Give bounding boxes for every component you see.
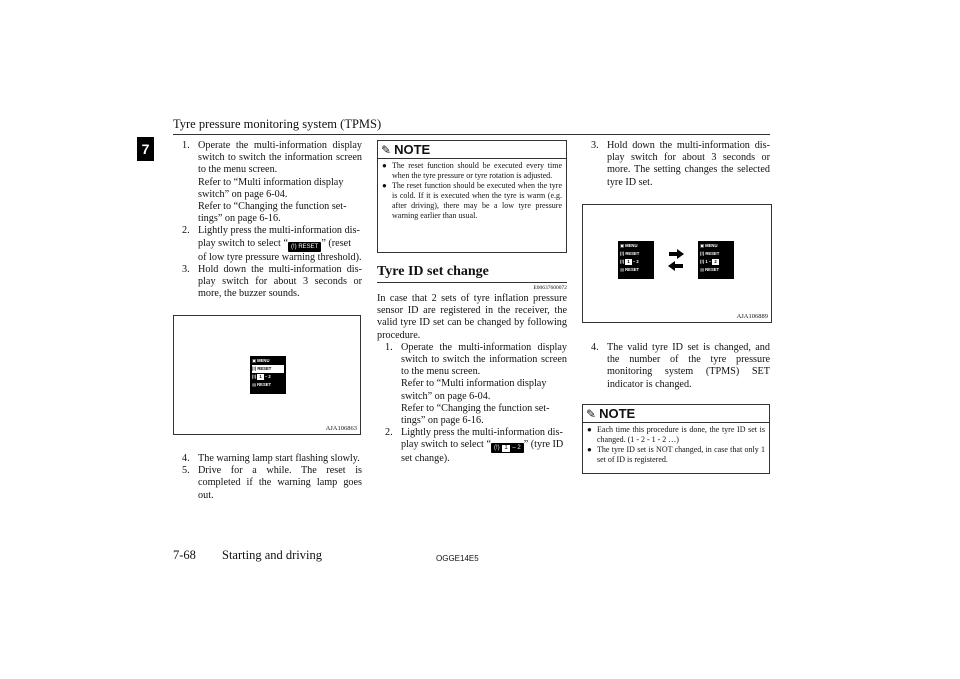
left-steps xyxy=(182,140,362,300)
figure-label: AJA106889 xyxy=(736,313,768,320)
menu-icon: ▣ xyxy=(620,243,624,248)
figure-reset-display xyxy=(173,315,361,435)
header-rule xyxy=(173,134,770,135)
step-number: 4. xyxy=(182,453,190,464)
step-text: Drive for a while. The reset is completed if the warning lamp goes out. xyxy=(198,465,362,501)
tyre-warning-icon: (!) xyxy=(252,374,257,379)
step-item xyxy=(182,225,362,263)
step-item xyxy=(182,453,362,465)
step-number: 3. xyxy=(182,263,190,275)
display-row-id-set: (!) 1 – 2 xyxy=(252,374,271,379)
step-text-post: ” (tyre ID set change). xyxy=(401,439,564,465)
menu-icon: ▣ xyxy=(700,243,704,248)
right-step3 xyxy=(591,140,770,189)
step-text-pre: Lightly press the multi-information dis- play switch to select “ xyxy=(401,427,563,451)
step-number: 1. xyxy=(385,341,393,353)
step-text-post: ” (reset of low tyre pressure warning threshold). xyxy=(198,237,362,263)
note-box-id-set xyxy=(582,404,770,474)
multi-info-display-after: ▣ MENU (!) RESET (!) 1 – 2 ▤ RESET xyxy=(698,241,734,279)
step-item xyxy=(385,342,567,427)
step-ref: Refer to “Multi information display switch” on page 6-04. xyxy=(198,176,344,200)
note-items xyxy=(378,159,566,224)
step-item xyxy=(182,264,362,301)
figure-label: AJA106863 xyxy=(325,425,357,432)
footer-section: Starting and driving xyxy=(222,548,322,562)
reset-item-symbol xyxy=(288,242,321,252)
note-item: ● Each time this procedure is done, the tyre ID set is changed. (1 - 2 - 1 - 2 …) xyxy=(587,425,765,444)
step-ref: Refer to “Changing the function set- tings” on page 6-16. xyxy=(401,402,550,427)
step-ref: Refer to “Changing the function set- tings” on page 6-16. xyxy=(198,201,347,225)
step-text: Hold down the multi-information dis- play switch for about 3 seconds or more, the buzzer sounds. xyxy=(198,263,362,300)
tyre-warning-icon: (!) xyxy=(620,259,625,264)
left-steps-after xyxy=(182,453,362,502)
figure-id-change-display xyxy=(582,204,772,323)
trip-icon: ▤ xyxy=(700,267,704,272)
step-ref: Refer to “Multi information display switch” on page 6-04. xyxy=(401,378,547,402)
tyre-warning-icon: (!) xyxy=(700,259,705,264)
menu-icon: ▣ xyxy=(252,358,256,363)
tyre-warning-icon: (!) xyxy=(290,243,297,250)
section-title: Tyre ID set change xyxy=(377,264,489,279)
right-step4 xyxy=(591,342,770,391)
tyre-warning-icon: (!) xyxy=(493,445,500,452)
tyre-warning-icon: (!) xyxy=(700,251,705,256)
note-item: ● The reset function should be executed when the tyre is cold. If it is executed when the tyre is warm (e.g. after driving), there may be a low tyre pressure warning earlier than usual. xyxy=(382,181,562,220)
section-rule xyxy=(377,282,567,283)
section-code: E00637600072 xyxy=(533,285,567,291)
multi-info-display xyxy=(250,356,286,394)
bullet-icon: ● xyxy=(382,161,387,170)
running-header: Tyre pressure monitoring system (TPMS) xyxy=(173,117,382,131)
pencil-icon: ✎ xyxy=(586,407,597,421)
step-number: 5. xyxy=(182,465,190,477)
step-number: 1. xyxy=(182,140,190,151)
step-item xyxy=(591,140,770,189)
pencil-icon: ✎ xyxy=(381,143,392,157)
step-text: Operate the multi-information display switch to switch the information screen to the menu screen. xyxy=(198,140,362,176)
tyre-warning-icon: (!) xyxy=(252,366,257,371)
note-heading: ✎ NOTE xyxy=(378,141,566,159)
step-item xyxy=(182,140,362,225)
step-item xyxy=(591,342,770,391)
id-set-item-symbol: (!) 1 – 2 xyxy=(491,443,524,453)
bullet-icon: ● xyxy=(587,445,592,455)
note-items xyxy=(583,423,769,469)
step-text: Hold down the multi-information dis- play switch for about 3 seconds or more. The setting changes the selected tyre ID set. xyxy=(607,140,770,188)
step-item xyxy=(385,427,567,465)
step-number: 3. xyxy=(591,140,599,151)
multi-info-display-before: ▣ MENU (!) RESET (!) 1 – 2 ▤ RESET xyxy=(618,241,654,279)
trip-icon: ▤ xyxy=(252,382,256,387)
chapter-tab: 7 xyxy=(137,137,154,161)
step-text-pre: Lightly press the multi-information dis- play switch to select “ xyxy=(198,225,360,249)
section-intro: In case that 2 sets of tyre inflation pressure sensor ID are registered in the receiver, the valid tyre ID set can be changed by following procedure. xyxy=(377,293,567,341)
step-number: 4. xyxy=(591,342,599,353)
note-box-reset xyxy=(377,140,567,253)
step-text: The valid tyre ID set is changed, and the number of the tyre pressure monitoring system (TPMS) SET indicator is changed. xyxy=(607,342,770,390)
note-item: ● The reset function should be executed every time when the tyre pressure or tyre rotation is adjusted. xyxy=(382,161,562,180)
bullet-icon: ● xyxy=(382,181,387,191)
doc-code: OGGE14E5 xyxy=(436,554,479,563)
step-item xyxy=(182,465,362,502)
step-text: Operate the multi-information display switch to switch the information screen to the menu screen. xyxy=(401,341,567,378)
step-number: 2. xyxy=(385,427,393,439)
middle-steps xyxy=(377,342,567,466)
bullet-icon: ● xyxy=(587,425,592,434)
note-heading: ✎ NOTE xyxy=(583,405,769,423)
middle-body xyxy=(377,293,567,466)
display-row-reset: ▤ RESET xyxy=(252,382,272,387)
note-item: ● The tyre ID set is NOT changed, in case that only 1 set of ID is registered. xyxy=(587,445,765,465)
display-row-menu: ▣ MENU xyxy=(252,358,270,363)
display-row-reset-selected: (!) RESET xyxy=(252,365,284,373)
swap-arrows-icon xyxy=(667,249,685,273)
reset-label: RESET xyxy=(298,243,319,250)
tyre-warning-icon: (!) xyxy=(620,251,625,256)
trip-icon: ▤ xyxy=(620,267,624,272)
step-number: 2. xyxy=(182,225,190,237)
step-text: The warning lamp start flashing slowly. xyxy=(198,453,360,464)
page-number: 7-68 xyxy=(173,548,196,562)
